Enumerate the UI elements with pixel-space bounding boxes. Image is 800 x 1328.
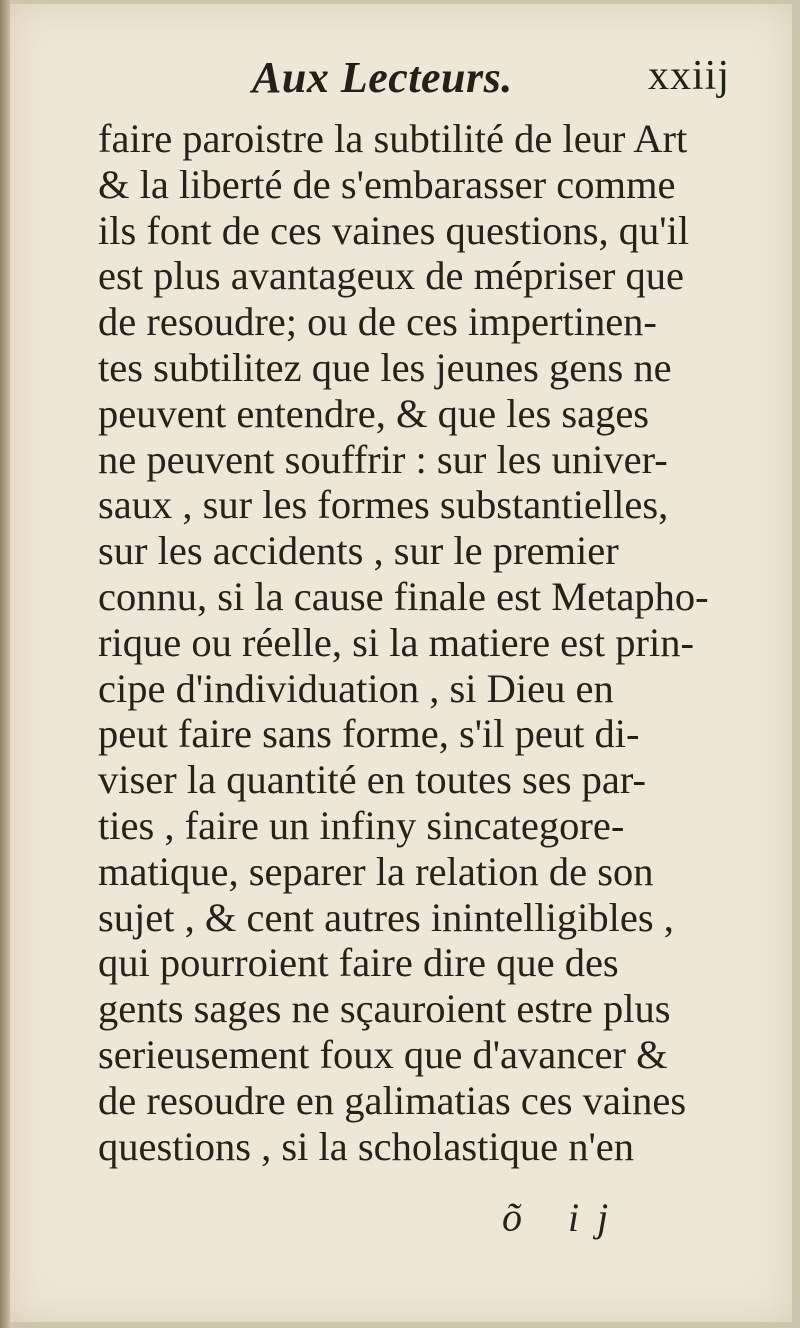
text-line: rique ou réelle, si la matiere est prin- [98,619,695,665]
text-line: ties , faire un infiny sincategore- [98,802,625,848]
text-line: peuvent entendre, & que les sages [98,390,650,436]
text-line: peut faire sans forme, s'il peut di- [98,711,640,757]
text-line: qui pourroient faire dire que des [98,940,619,986]
text-line: tes subtilitez que les jeunes gens ne [98,344,672,390]
text-line: viser la quantité en toutes ses par- [98,757,647,803]
body-text [98,116,742,1169]
text-line: matique, separer la relation de son [98,848,654,894]
text-line: de resoudre; ou de ces impertinen- [98,299,657,345]
text-line: de resoudre en galimatias ces vaines [98,1077,687,1123]
text-line: serieusement foux que d'avancer & [98,1031,668,1077]
text-line: faire paroistre la subtilité de leur Art [98,116,688,161]
book-page [10,4,792,1322]
text-line: & la liberté de s'embarasser comme [98,161,676,207]
page-header [90,52,740,108]
text-line: sujet , & cent autres inintelligibles , [98,894,674,940]
page-gutter-shadow [0,0,10,1328]
text-line: cipe d'individuation , si Dieu en [98,665,614,711]
text-line: saux , sur les formes substantielles, [98,482,669,528]
text-line: sur les accidents , sur le premier [98,528,619,574]
text-line: gents sages ne sçauroient estre plus [98,986,671,1032]
running-head: Aux Lecteurs. [252,53,513,102]
signature-mark: õ ij [502,1195,627,1240]
text-line: ne peuvent souffrir : sur les univer- [98,436,668,482]
page-number: xxiij [647,53,730,99]
text-line: questions , si la scholastique n'en [98,1123,634,1169]
text-line: est plus avantageux de mépriser que [98,253,684,299]
text-line: ils font de ces vaines questions, qu'il [98,207,690,253]
text-line: connu, si la cause finale est Metapho- [98,573,709,619]
